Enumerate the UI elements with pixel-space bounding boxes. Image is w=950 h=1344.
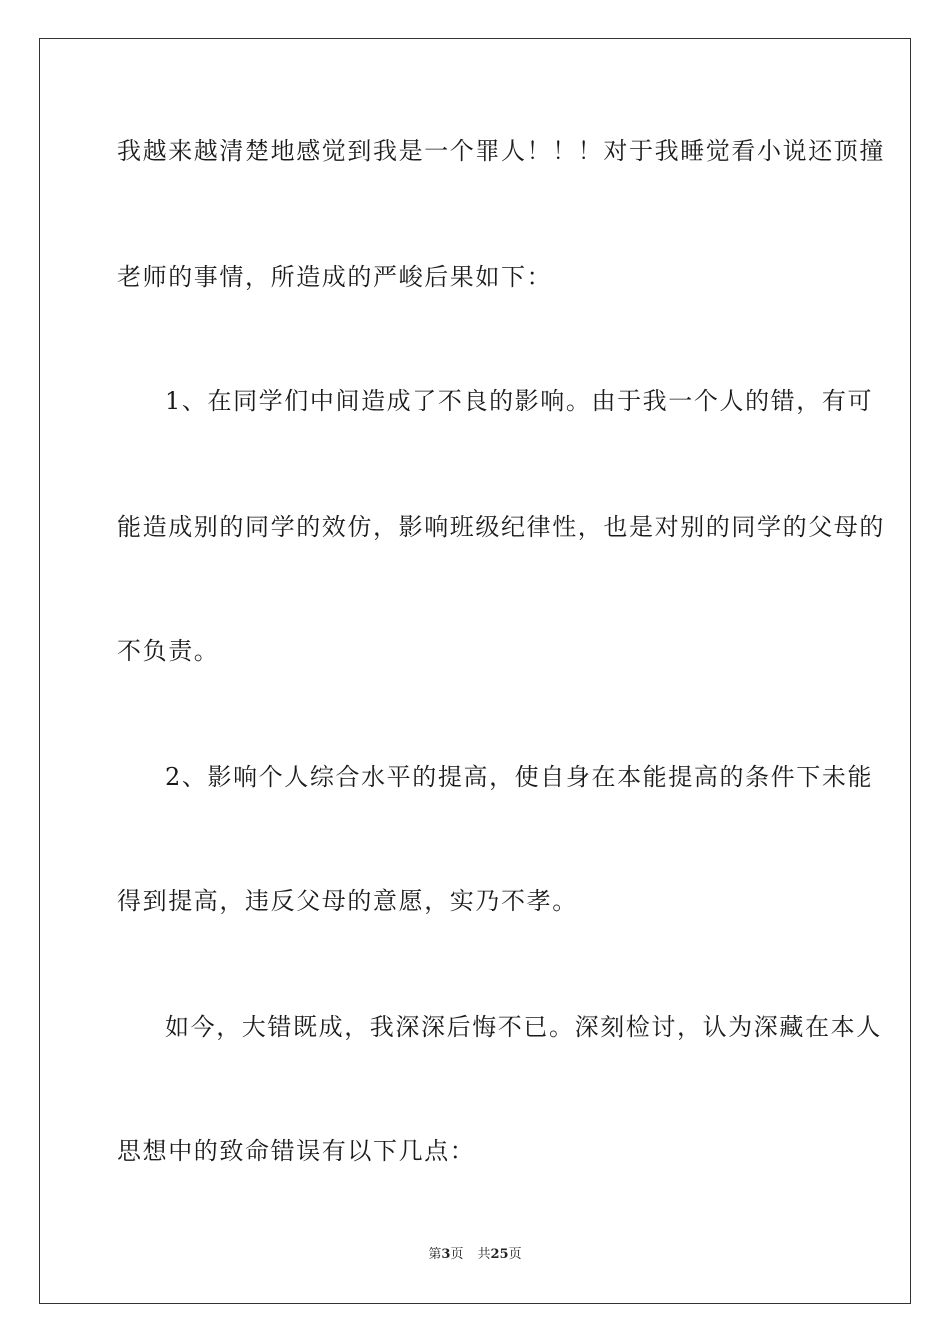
body-text-line: 我越来越清楚地感觉到我是一个罪人！！！对于我睡觉看小说还顶撞 <box>117 137 885 165</box>
total-page-count: 25 <box>490 1247 509 1262</box>
page-number-prefix: 第 <box>428 1247 442 1262</box>
body-text-line: 得到提高，违反父母的意愿，实乃不孝。 <box>117 887 578 915</box>
body-text-line: 能造成别的同学的效仿，影响班级纪律性，也是对别的同学的父母的 <box>117 513 885 541</box>
body-text-line: 思想中的致命错误有以下几点： <box>117 1137 476 1165</box>
current-page-number: 3 <box>441 1247 451 1262</box>
paragraph-item-1-line: 1、在同学们中间造成了不良的影响。由于我一个人的错，有可 <box>165 387 874 415</box>
page-footer <box>0 1246 950 1264</box>
total-pages-unit: 页 <box>508 1247 522 1262</box>
total-pages-prefix: 共 <box>477 1247 491 1262</box>
body-text-line: 老师的事情，所造成的严峻后果如下： <box>117 263 553 291</box>
page-number-unit: 页 <box>450 1247 464 1262</box>
paragraph-item-2-line: 2、影响个人综合水平的提高，使自身在本能提高的条件下未能 <box>165 763 874 791</box>
body-text-line: 不负责。 <box>117 637 220 665</box>
page-border <box>39 38 911 1304</box>
paragraph-line: 如今，大错既成，我深深后悔不已。深刻检讨，认为深藏在本人 <box>165 1013 882 1041</box>
